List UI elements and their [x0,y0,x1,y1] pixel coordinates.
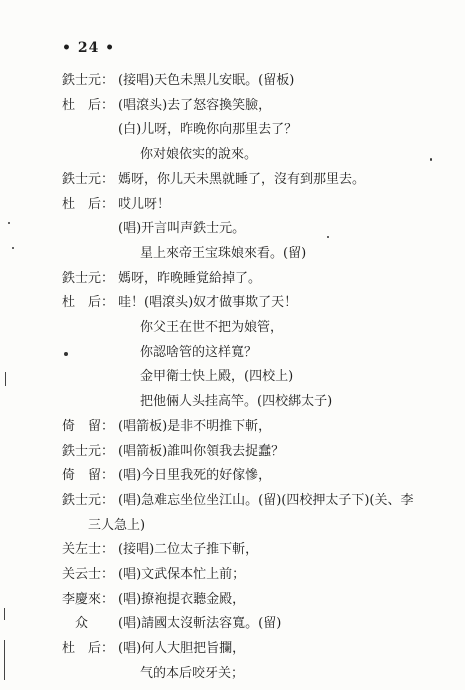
speaker-name: 杜 后： [62,97,115,113]
speech-text: 把他倆人头挂高竿。(四校綁太子) [140,394,333,410]
speech-text: 哎儿呀！ [118,196,171,212]
speech-text: (唱滾头)去了怒容換笑臉， [118,97,272,113]
binding-mark [4,608,5,620]
speech-text: 媽呀，昨晚睡覚給掉了。 [118,270,262,286]
speaker-name: 鉄士元： [62,73,115,88]
speaker-name: 众 [62,616,102,632]
speech-text: 星上來帝王宝珠娘來看。(留) [140,245,307,261]
speaker-name: 鉄士元： [62,270,115,286]
page-number: • 24 • [62,40,116,56]
speaker-name: 关云士： [62,567,115,582]
scan-speck [430,158,432,161]
speech-text: 你对娘依实的說來。 [140,147,258,163]
speech-text: (唱)开言叫声鉄士元。 [118,221,246,237]
speaker-name: 鉄士元： [62,443,115,459]
speech-text: (唱)文武保本忙上前； [118,567,246,582]
speech-text: 三人急上) [88,517,146,533]
scan-speck [64,352,68,356]
speech-text: 你父王在世不把为娘管， [140,320,284,335]
binding-mark [4,640,5,680]
speaker-name: 李慶來： [62,591,115,607]
speech-text: 气的本后咬牙关； [140,665,245,681]
speaker-name: 倚 留： [62,468,115,484]
speech-text: (唱箭板)誰叫你領我去捉蠢？ [118,443,285,459]
speech-text: 媽呀，你儿天未黑就睡了，沒有到那里去。 [118,171,366,187]
speech-text: (唱)急难忘坐位坐江山。(留)(四校押太子下)(关、李 [118,492,414,508]
speaker-name: 杜 后： [62,196,115,212]
speaker-name: 鉄士元： [62,171,115,187]
scan-speck [327,236,329,238]
speech-text: (唱)請國太沒斬法容寬。(留) [118,616,282,632]
speech-text: (唱)撩袍提衣聽金殿， [118,591,246,607]
scan-speck [12,247,14,249]
speech-text: (接唱)二位太子推下斬， [118,542,259,558]
speech-text: 金甲衛士快上殿，(四校上) [140,369,294,385]
speaker-name: 倚 留： [62,418,115,434]
speech-text: 你認啥管的这样寬？ [140,344,258,360]
speaker-name: 鉄士元： [62,492,115,508]
speaker-name: 杜 后： [62,295,115,311]
scan-speck [8,222,10,224]
speaker-name: 杜 后： [62,641,115,657]
speech-text: (唱)何人大胆把旨攔， [118,641,246,657]
speech-text: (白)儿呀，昨晚你向那里去了？ [118,122,298,138]
binding-mark [5,372,6,386]
speech-text: 哇！(唱滾头)奴才做事欺了天！ [118,295,298,311]
speaker-name: 关左士： [62,542,115,558]
speech-text: (唱箭板)是非不明推下斬， [118,418,272,434]
speech-text: (接唱)天色未黑儿安眠。(留板) [118,73,295,88]
speech-text: (唱)今日里我死的好傢慘， [118,468,272,484]
